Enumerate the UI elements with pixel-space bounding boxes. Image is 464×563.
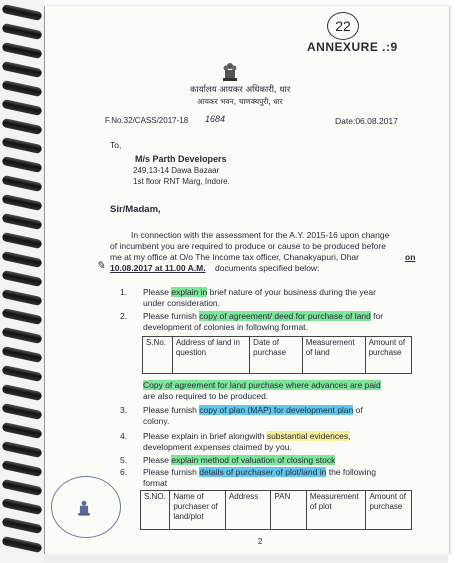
- item-number: 2.: [120, 311, 128, 321]
- intro-line-3: me at my office at O/o The Income tax officer, Chanakyapuri, Dhar: [110, 252, 359, 262]
- item-number: 3.: [120, 405, 128, 415]
- item-line-2: development expenses claimed by you.: [143, 442, 292, 452]
- item-line-2: colony.: [143, 416, 170, 426]
- national-emblem-icon: [222, 62, 238, 84]
- spiral-ring: [2, 498, 43, 515]
- spiral-ring: [2, 422, 43, 439]
- office-name-hindi: कार्यालय आयकर अधिकारी, धार: [190, 85, 291, 95]
- spiral-ring: [2, 365, 43, 382]
- addressee-line-2: 1st floor RNT Marg, Indore.: [133, 177, 230, 186]
- item-line-1: Please furnish copy of plan (MAP) for development plan of: [143, 405, 363, 415]
- spiral-ring: [2, 137, 43, 154]
- highlight-green: explain method of valuation of closing stock: [171, 455, 336, 465]
- stamp-emblem-icon: [77, 500, 91, 518]
- office-address-hindi: आयकर भवन, चाणक्यपुरी, धार: [197, 97, 283, 106]
- spiral-ring: [2, 99, 43, 116]
- table-header-cell: Amount of purchase: [365, 337, 411, 374]
- annexure-label: ANNEXURE .:9: [307, 40, 398, 54]
- highlight-green: copy of agreement/ deed for purchase of land: [199, 311, 371, 321]
- item-line-2: under consideration.: [143, 298, 221, 308]
- land-purchase-table: [142, 336, 412, 374]
- intro-line-2: of incumbent you are required to produce or cause to be produced before: [110, 241, 386, 251]
- spiral-ring: [2, 61, 43, 78]
- intro-on: on: [405, 252, 416, 262]
- spiral-ring: [2, 289, 43, 306]
- table-header-cell: PAN: [271, 491, 306, 530]
- table-header-cell: Address of land in question: [172, 337, 249, 374]
- item-number: 5.: [120, 455, 128, 465]
- intro-tail: documents specified below:: [215, 263, 320, 273]
- spiral-ring: [2, 156, 43, 173]
- highlight-yellow: substantial evidences,: [266, 431, 351, 441]
- page-number-circle: 22: [327, 12, 359, 40]
- intro-date: 10.08.2017 at 11.00 A.M.: [110, 263, 206, 273]
- table1-note-line-2: are also required to be produced.: [143, 391, 269, 401]
- spiral-ring: [2, 213, 43, 230]
- spiral-ring: [2, 4, 43, 21]
- table1-note-line-1: [143, 380, 381, 390]
- page-bottom-edge: [44, 554, 448, 563]
- item-number: 6.: [120, 467, 128, 477]
- spiral-binding: [0, 0, 44, 563]
- item-line-1: Please furnish details of purchaser of plot/land in the following: [143, 467, 376, 477]
- item-number: 1.: [120, 287, 128, 297]
- table-header-cell: Amount of purchase: [366, 491, 412, 530]
- table-header-cell: Date of purchase: [250, 337, 303, 374]
- item-number: 4.: [120, 431, 128, 441]
- table-header-cell: S.NO.: [141, 491, 170, 530]
- spiral-ring: [2, 536, 43, 553]
- table-header-cell: Measurement of land: [302, 337, 365, 374]
- item-line-1: Please explain in brief alongwith substantial evidences,: [143, 431, 351, 441]
- item-line-2: format: [143, 478, 168, 488]
- file-number: F.No.32/CASS/2017-18: [105, 116, 189, 125]
- item-line-2: development of colonies in following format.: [143, 322, 308, 332]
- purchaser-details-table: [140, 490, 412, 530]
- highlight-blue: copy of plan (MAP) for development plan: [199, 405, 354, 415]
- spiral-ring: [2, 194, 43, 211]
- spiral-ring: [2, 403, 43, 420]
- spiral-ring: [2, 441, 43, 458]
- spiral-ring: [2, 308, 43, 325]
- spiral-ring: [2, 270, 43, 287]
- table-header-cell: Measurement of plot: [306, 491, 366, 530]
- spiral-ring: [2, 327, 43, 344]
- spiral-ring: [2, 175, 43, 192]
- table-header-cell: S.No.: [143, 337, 173, 374]
- addressee-line-1: 249,13-14 Dawa Bazaar: [133, 166, 220, 175]
- spiral-ring: [2, 384, 43, 401]
- spiral-ring: [2, 517, 43, 534]
- table-header-cell: Address: [225, 491, 271, 530]
- footer-page-number: 2: [258, 537, 263, 546]
- spiral-ring: [2, 23, 43, 40]
- spiral-ring: [2, 42, 43, 59]
- item-line-1: Please explain method of valuation of closing stock: [143, 455, 336, 465]
- handwritten-mark: ✎: [96, 260, 106, 272]
- spiral-ring: [2, 232, 43, 249]
- spiral-ring: [2, 479, 43, 496]
- intro-line-1: In connection with the assessment for the A.Y. 2015-16 upon change: [131, 230, 390, 240]
- spiral-ring: [2, 80, 43, 97]
- spiral-ring: [2, 346, 43, 363]
- spiral-ring: [2, 251, 43, 268]
- highlight-green: explain in: [171, 287, 208, 297]
- highlight-green: Copy of agreement for land purchase where advances are paid: [143, 380, 381, 390]
- spiral-ring: [2, 118, 43, 135]
- spiral-ring: [2, 460, 43, 477]
- to-label: To,: [110, 140, 122, 150]
- table-header-cell: Name of purchaser of land/plot: [170, 491, 226, 530]
- item-line-1: Please furnish copy of agreement/ deed for purchase of land for: [143, 311, 384, 321]
- letter-date: Date:06.08.2017: [335, 116, 398, 126]
- item-line-1: Please explain in brief nature of your business during the year: [143, 287, 376, 297]
- salutation: Sir/Madam,: [110, 204, 161, 215]
- highlight-blue: details of purchaser of plot/land in: [199, 467, 327, 477]
- dispatch-number: 1684: [205, 114, 226, 124]
- addressee-name: M/s Parth Developers: [135, 154, 227, 164]
